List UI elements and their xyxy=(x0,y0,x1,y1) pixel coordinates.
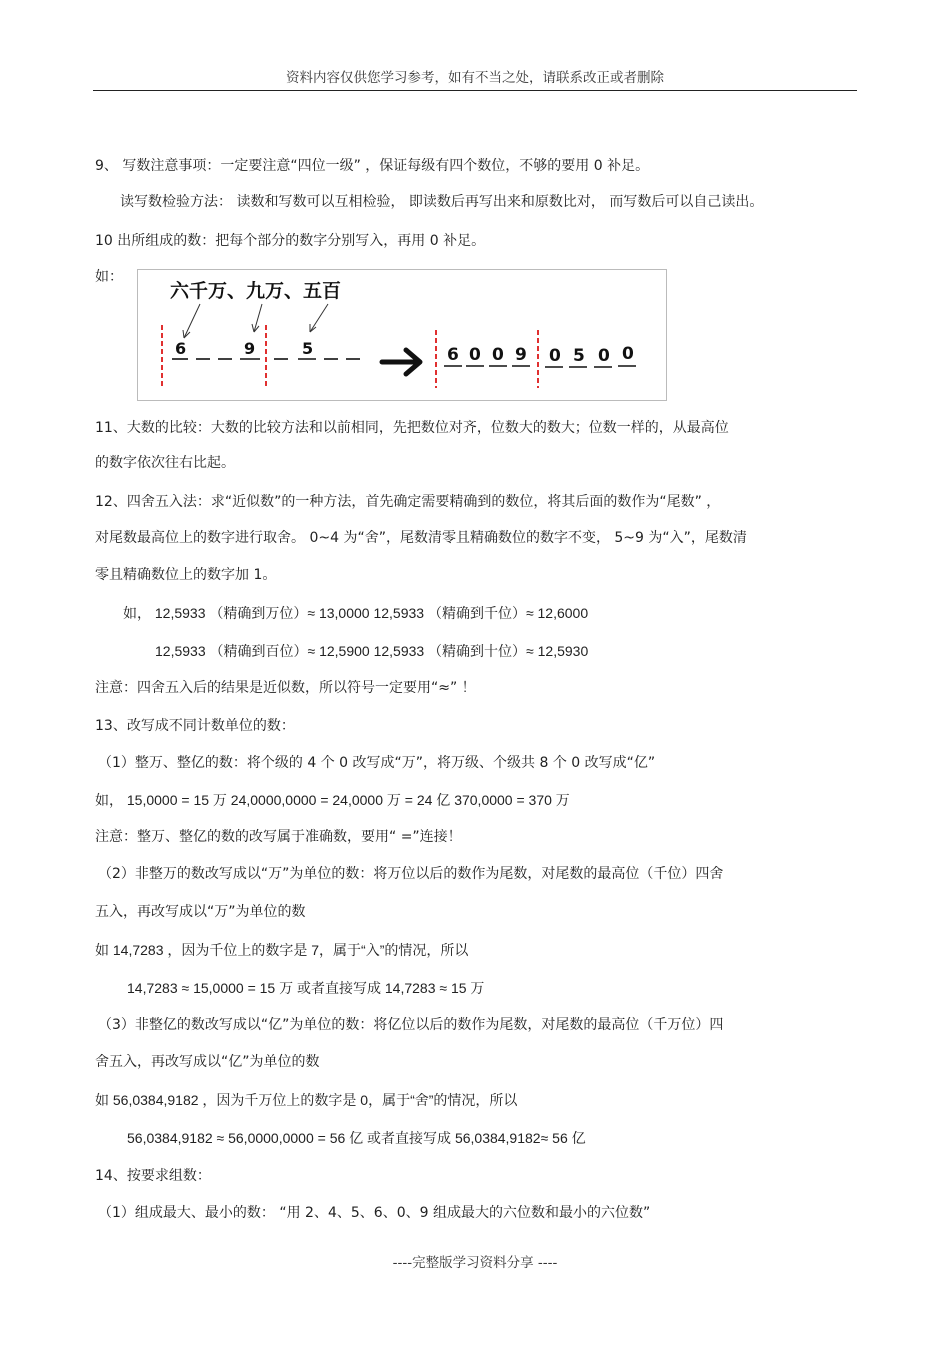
item-12-example-1: 如， 12,5933 （精确到万位）≈ 13,0000 12,5933 （精确到千位）≈ 12,6000 xyxy=(123,605,589,621)
result-digit-3: 0 xyxy=(492,345,504,365)
item-12-line: 12、四舍五入法：求“近似数”的一种方法，首先确定需要精确到的数位，将其后面的数作为“尾数” ， xyxy=(95,494,721,510)
item-13-part-2-cont: 五入，再改写成以“万”为单位的数 xyxy=(95,904,306,920)
result-digit-5: 0 xyxy=(549,346,561,366)
item-12-line-2: 对尾数最高位上的数字进行取舍。 0~4 为“舍”，尾数清零且精确数位的数字不变， 5~9 为“入”，尾数清 xyxy=(95,530,747,546)
result-blanks xyxy=(444,366,636,367)
item-13-note: 注意：整万、整亿的数的改写属于准确数，要用“ =”连接！ xyxy=(95,829,462,845)
item-14-part-1: （1）组成最大、最小的数： “用 2、4、5、6、0、9 组成最大的六位数和最小的六位数” xyxy=(98,1205,651,1221)
item-13-line: 13、改写成不同计数单位的数： xyxy=(95,718,295,734)
page-header: 资料内容仅供您学习参考，如有不当之处，请联系改正或者删除 xyxy=(286,70,664,86)
item-13-example-3-calc: 56,0384,9182 ≈ 56,0000,0000 = 56 亿 或者直接写成 56,0384,9182≈ 56 亿 xyxy=(127,1130,586,1146)
item-11-line: 11、大数的比较：大数的比较方法和以前相同，先把数位对齐，位数大的数大；位数一样的，从最高位 xyxy=(95,420,729,436)
figure-title: 六千万、九万、五百 xyxy=(170,280,342,302)
item-11-line-2: 的数字依次往右比起。 xyxy=(95,455,235,471)
number-composition-figure xyxy=(137,269,667,401)
result-digit-7: 0 xyxy=(598,346,610,366)
item-13-example-2-calc: 14,7283 ≈ 15,0000 = 15 万 或者直接写成 14,7283 ≈ 15 万 xyxy=(127,980,485,996)
item-13-example-2: 如 14,7283 ，因为千位上的数字是 7，属于“入”的情况，所以 xyxy=(95,942,469,958)
item-12-note: 注意：四舍五入后的结果是近似数，所以符号一定要用“≈” ！ xyxy=(95,680,476,696)
digit-five: 5 xyxy=(302,339,314,358)
digit-six: 6 xyxy=(175,339,187,358)
item-14-line: 14、按要求组数： xyxy=(95,1168,211,1184)
header-rule xyxy=(93,90,857,91)
item-12-line-3: 零且精确数位上的数字加 1。 xyxy=(95,567,277,583)
level-separators xyxy=(162,325,538,388)
item-13-part-1: （1）整万、整亿的数：将个级的 4 个 0 改写成“万”，将万级、个级共 8 个 0 改写成“亿” xyxy=(98,755,656,771)
item-9-check-line: 读写数检验方法： 读数和写数可以互相检验， 即读数后再写出来和原数比对， 而写数后可以自己读出。 xyxy=(120,194,764,210)
item-10-example-label: 如： xyxy=(95,269,123,285)
item-13-example-3: 如 56,0384,9182 ，因为千万位上的数字是 0，属于“舍”的情况，所以 xyxy=(95,1092,518,1108)
item-12-example-2: 12,5933 （精确到百位）≈ 12,5900 12,5933 （精确到十位）≈ 12,5930 xyxy=(155,643,589,659)
result-arrow-icon xyxy=(382,350,420,374)
pointer-arrows xyxy=(183,304,328,338)
result-digit-4: 9 xyxy=(515,345,527,365)
item-9-line: 9、 写数注意事项：一定要注意“四位一级” ，保证每级有四个数位，不够的要用 0 补足。 xyxy=(95,158,650,174)
item-13-part-3-cont: 舍五入，再改写成以“亿”为单位的数 xyxy=(95,1054,320,1070)
page-footer: ----完整版学习资料分享 ---- xyxy=(392,1255,558,1271)
item-10-line: 10 出所组成的数：把每个部分的数字分别写入，再用 0 补足。 xyxy=(95,233,486,249)
item-13-example-1: 如， 15,0000 = 15 万 24,0000,0000 = 24,0000 万 = 24 亿 370,0000 = 370 万 xyxy=(95,792,570,808)
result-digit-6: 5 xyxy=(573,346,585,366)
result-digit-2: 0 xyxy=(469,345,481,365)
digit-nine: 9 xyxy=(244,339,256,358)
result-digit-8: 0 xyxy=(622,344,634,364)
item-13-part-3: （3）非整亿的数改写成以“亿”为单位的数：将亿位以后的数作为尾数，对尾数的最高位（千万位）四 xyxy=(98,1017,724,1033)
result-digit-1: 6 xyxy=(447,345,459,365)
item-13-part-2: （2）非整万的数改写成以“万”为单位的数：将万位以后的数作为尾数，对尾数的最高位（千位）四舍 xyxy=(98,866,724,882)
